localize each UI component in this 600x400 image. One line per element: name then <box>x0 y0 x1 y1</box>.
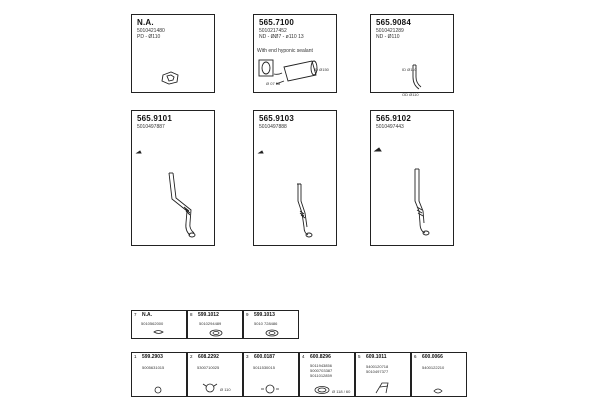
gasket-drawing <box>188 311 244 340</box>
pipe-drawing <box>254 111 338 247</box>
part-card-na[interactable] <box>131 14 215 93</box>
item-index: 9 <box>246 312 249 317</box>
part-reference: 5010421289 <box>376 28 404 34</box>
part-reference: 5010421480 <box>137 28 165 34</box>
part-card-565-9084[interactable] <box>370 14 454 97</box>
part-number: 565.9084 <box>376 18 411 27</box>
dimension-label: Ø 07 58 <box>266 81 281 86</box>
item-code: 608.2292 <box>198 354 219 360</box>
item-ref: 5010 728486 <box>254 321 278 326</box>
part-reference: 5010497887 <box>137 124 165 130</box>
accessory-cell-4[interactable] <box>299 352 355 397</box>
accessory-cell-9[interactable] <box>243 310 299 339</box>
part-spec: PD - Ø110 <box>137 34 161 40</box>
part-reference: 5010497443 <box>376 124 404 130</box>
accessory-cell-5[interactable] <box>355 352 411 397</box>
part-spec: ND - Ø110 <box>376 34 400 40</box>
item-ref: 5010562000 <box>141 321 164 326</box>
accessory-cell-2[interactable] <box>187 352 243 397</box>
part-reference: 5010497888 <box>259 124 287 130</box>
part-card-565-9103[interactable] <box>253 110 337 246</box>
muffler-drawing <box>254 15 338 94</box>
pipe-drawing <box>132 111 216 247</box>
part-card-565-9101[interactable] <box>131 110 215 246</box>
part-number: 565.9101 <box>137 114 172 123</box>
part-spec: ND - ØØ7 - ø110 13 <box>259 34 304 40</box>
gasket-drawing <box>132 311 188 340</box>
item-index: 8 <box>190 312 193 317</box>
part-reference: 5010217452 <box>259 28 287 34</box>
item-index: 5 <box>358 354 361 359</box>
ring-clamp-drawing <box>244 353 300 398</box>
item-ref: 5011530015 <box>253 365 275 370</box>
item-code: 599.1012 <box>198 312 219 318</box>
item-ref: 5011943856 <box>310 363 332 368</box>
dimension-label: ID Ø150 <box>314 67 329 72</box>
item-ref: 5000703387 <box>310 368 333 373</box>
item-index: 3 <box>246 354 249 359</box>
item-index: 6 <box>414 354 417 359</box>
item-ref: 5005631015 <box>142 365 165 370</box>
pipe-drawing <box>371 15 455 94</box>
item-code: 599.1013 <box>254 312 275 318</box>
clamp-drawing <box>132 15 216 94</box>
item-ref: 5010294489 <box>199 321 222 326</box>
pipe-drawing <box>371 111 455 247</box>
part-number: 565.9103 <box>259 114 294 123</box>
item-code: 600.0066 <box>422 354 443 360</box>
item-ref: 5400120718 <box>366 364 389 369</box>
item-index: 7 <box>134 312 137 317</box>
gasket-drawing <box>244 311 300 340</box>
gasket-drawing <box>300 353 356 398</box>
accessory-cell-1[interactable] <box>131 352 187 397</box>
part-number: 565.9102 <box>376 114 411 123</box>
part-card-565-9102[interactable] <box>370 110 454 246</box>
dimension-label: OD Ø110 <box>402 92 419 97</box>
item-ref: 5010497377 <box>366 369 389 374</box>
bracket-drawing <box>356 353 412 398</box>
part-note: With end hyponic sealant <box>257 48 313 54</box>
item-ref: 5011012859 <box>310 373 332 378</box>
dimension-label: Ø 110 <box>220 387 231 392</box>
accessory-cell-7[interactable] <box>131 310 187 339</box>
item-code: 600.0187 <box>254 354 275 360</box>
item-code: 599.2903 <box>142 354 163 360</box>
item-code: N.A. <box>142 312 152 318</box>
dimension-label: ID Ø110 <box>402 67 417 72</box>
item-ref: 5400122210 <box>422 365 445 370</box>
hanger-drawing <box>412 353 468 398</box>
part-number: N.A. <box>137 18 154 27</box>
dimension-label: Ø 118 / 60 <box>332 389 351 394</box>
part-card-565-7100[interactable] <box>253 14 337 93</box>
part-number: 565.7100 <box>259 18 294 27</box>
item-code: 600.8296 <box>310 354 331 360</box>
accessory-cell-6[interactable] <box>411 352 467 397</box>
item-index: 2 <box>190 354 193 359</box>
item-index: 1 <box>134 354 137 359</box>
accessory-cell-3[interactable] <box>243 352 299 397</box>
ring-drawing <box>132 353 188 398</box>
item-ref: 5300710025 <box>197 365 220 370</box>
accessory-cell-8[interactable] <box>187 310 243 339</box>
item-index: 4 <box>302 354 305 359</box>
clamp-drawing <box>188 353 244 398</box>
item-code: 609.1011 <box>366 354 387 360</box>
